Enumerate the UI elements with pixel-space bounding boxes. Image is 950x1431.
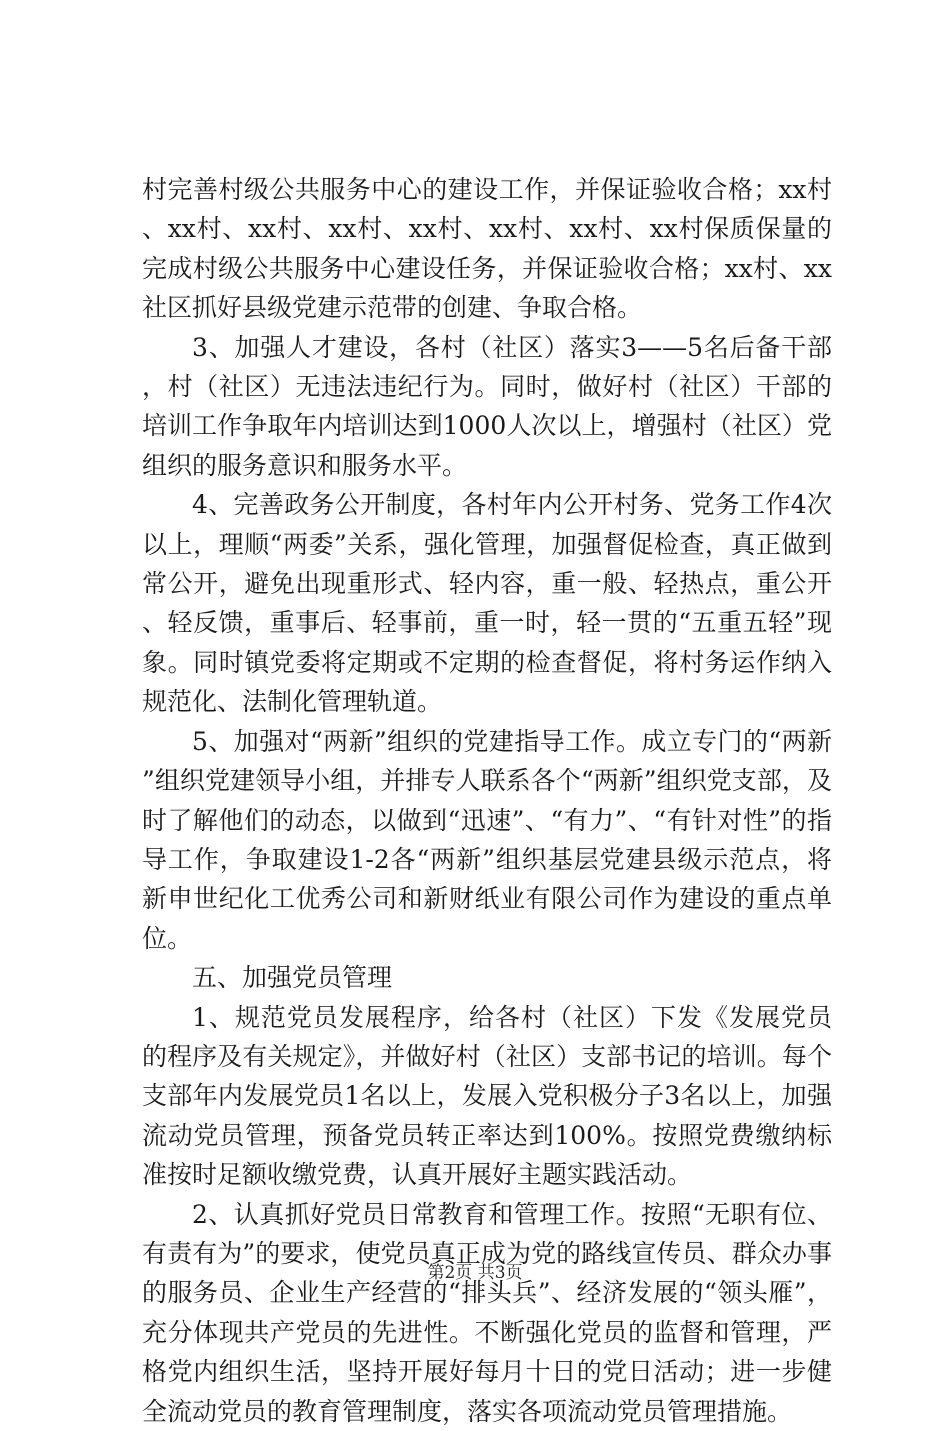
page-number: 第2页 共3页	[427, 1263, 523, 1283]
paragraph-affairs-disclosure: 4、完善政务公开制度，各村年内公开村务、党务工作4次以上，理顺“两委”关系，强化管理，加强督促检查，真正做到常公开，避免出现重形式、轻内容，重一般、轻热点，重公开、轻反馈，重事后、轻事前，重一时，轻一贯的“五重五轻”现象。同时镇党委将定期或不定期的检查督促，将村务运作纳入规范化、法制化管理轨道。	[142, 490, 832, 717]
paragraph-continuation: 村完善村级公共服务中心的建设工作，并保证验收合格；xx村、xx村、xx村、xx村、xx村、xx村、xx村、xx村保质保量的完成村级公共服务中心建设任务，并保证验收合格；xx村、xx社区抓好县级党建示范带的创建、争取合格。	[142, 175, 832, 323]
paragraph-member-development: 1、规范党员发展程序，给各村（社区）下发《发展党员的程序及有关规定》，并做好村（社区）支部书记的培训。每个支部年内发展党员1名以上，发展入党积极分子3名以上，加强流动党员管理，预备党员转正率达到100%。按照党费缴纳标准按时足额收缴党费，认真开展好主题实践活动。	[142, 1002, 832, 1190]
paragraph-member-education: 2、认真抓好党员日常教育和管理工作。按照“无职有位、有责有为”的要求，使党员真正成为党的路线宣传员、群众办事的服务员、企业生产经营的“排头兵”、经济发展的“领头雁”，充分体现共产党员的先进性。不断强化党员的监督和管理，严格党内组织生活，坚持开展好每月十日的党日活动；进一步健全流动党员的教育管理制度，落实各项流动党员管理措施。	[142, 1199, 832, 1426]
section-heading-party-member-management: 五、加强党员管理	[192, 963, 393, 993]
paragraph-talent-building: 3、加强人才建设，各村（社区）落实3——5名后备干部，村（社区）无违法违纪行为。同时，做好村（社区）干部的培训工作争取年内培训达到1000人次以上，增强村（社区）党组织的服务意识和服务水平。	[142, 332, 832, 480]
paragraph-two-new-organizations: 5、加强对“两新”组织的党建指导工作。成立专门的“两新”组织党建领导小组，并排专人联系各个“两新”组织党支部，及时了解他们的动态，以做到“迅速”、“有力”、“有针对性”的指导工作，争取建设1-2各“两新”组织基层党建县级示范点，将新申世纪化工优秀公司和新财纸业有限公司作为建设的重点单位。	[142, 726, 832, 953]
document-body	[142, 170, 832, 1431]
page-footer	[0, 1261, 950, 1285]
